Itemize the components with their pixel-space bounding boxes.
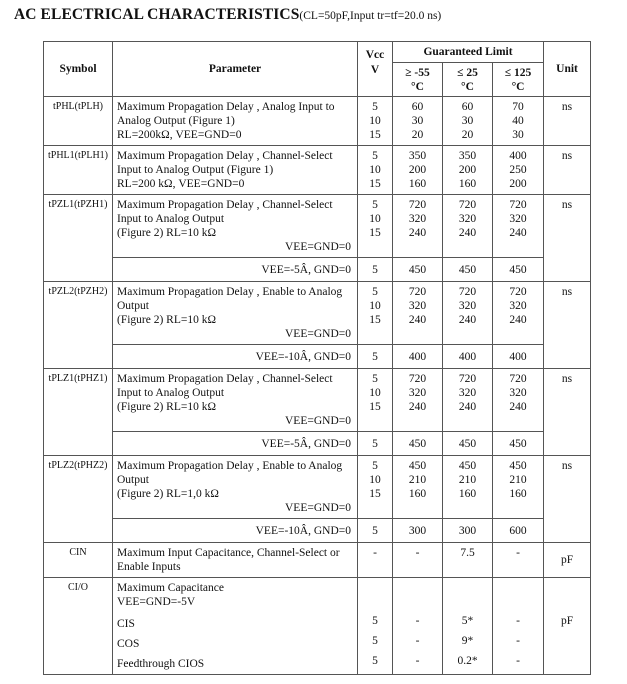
value: 240 [458,314,477,326]
value-cell [358,97,393,146]
value-cell [393,195,443,258]
value: 10 [369,213,381,225]
value: 250 [509,164,527,176]
parameter-line: Maximum Propagation Delay , Channel-Select [117,150,333,162]
value: 160 [458,488,477,500]
value-cell [443,282,493,345]
value: 240 [408,314,427,326]
header-symbol: Symbol [44,42,113,97]
unit-cell: ns [544,97,591,146]
cos-label: COS [117,638,140,650]
value-cell [393,456,443,519]
value: 10 [369,115,381,127]
parameter-cell [113,369,358,432]
table-row [44,97,591,146]
value: 450 [458,460,477,472]
value: 5* [461,615,474,627]
value: - [415,655,420,667]
value-cell [358,195,393,258]
parameter-line: (Figure 2) RL=1,0 kΩ [117,488,219,500]
value: 160 [408,488,427,500]
value: 160 [408,178,427,190]
value-cell [493,195,544,258]
value: 5 [372,199,378,211]
unit-cell: pF [544,543,591,578]
value: 200 [458,164,477,176]
value-cell: 400 [443,345,493,369]
header-vcc-unit: V [358,63,393,97]
value: 400 [509,150,527,162]
value: 320 [458,213,477,225]
value: 15 [369,227,381,239]
value: 720 [509,199,527,211]
value-cell: 450 [393,432,443,456]
value: 5 [372,635,378,647]
value-cell [493,369,544,432]
value-cell: 450 [443,258,493,282]
value-cell: - [393,543,443,578]
symbol-cell: tPHL1(tPLH1) [44,146,113,195]
value-cell: 5 [358,432,393,456]
value: 210 [458,474,477,486]
value: 20 [411,129,424,141]
value-cell [393,146,443,195]
unit-cell: ns [544,456,591,543]
value-cell [443,195,493,258]
value: - [516,655,520,667]
symbol-cell: CI/O [44,578,113,675]
value: 30 [461,115,474,127]
value-cell: 7.5 [443,543,493,578]
value-cell [393,369,443,432]
title-main: AC ELECTRICAL CHARACTERISTICS [14,6,300,23]
parameter-line: Maximum Propagation Delay , Enable to Analog [117,460,343,472]
value: 720 [408,373,427,385]
condition-cell: VEE=-5Â, GND=0 [113,258,358,282]
value: 160 [458,178,477,190]
value: 15 [369,314,381,326]
condition-line: VEE=GND=0 [285,241,351,253]
parameter-line: Output [117,300,149,312]
table-subrow [44,258,591,282]
table-row [44,369,591,432]
condition-line: VEE=GND=0 [285,328,351,340]
parameter-line: Maximum Input Capacitance, Channel-Select or [117,547,340,559]
value: 210 [408,474,427,486]
parameter-line: Output [117,474,149,486]
value: 40 [512,115,524,127]
table-subrow [44,345,591,369]
value: 20 [461,129,474,141]
value: 30 [512,129,524,141]
value-cell [358,456,393,519]
value: 450 [408,460,427,472]
value: 10 [369,164,381,176]
value-cell [443,578,493,675]
parameter-line: RL=200 kΩ, VEE=GND=0 [117,178,245,190]
symbol-cell: tPZL1(tPZH1) [44,195,113,282]
value: 320 [509,300,527,312]
value: 15 [369,488,381,500]
parameter-line: VEE=GND=-5V [117,596,196,608]
value: 320 [509,213,527,225]
parameter-line: (Figure 2) RL=10 kΩ [117,227,217,239]
value-cell: 300 [443,519,493,543]
value: 15 [369,129,381,141]
parameter-line: Maximum Capacitance [117,582,224,594]
value: 10 [369,387,381,399]
parameter-cell [113,146,358,195]
value: 30 [411,115,424,127]
value: 320 [408,387,427,399]
symbol-cell: tPZL2(tPZH2) [44,282,113,369]
parameter-cell [113,456,358,519]
table-row [44,146,591,195]
symbol-cell: tPLZ1(tPHZ1) [44,369,113,456]
header-guaranteed-limit: Guaranteed Limit [393,42,544,63]
value-cell: 5 [358,519,393,543]
value: 0.2* [457,655,478,667]
header-unit: Unit [544,42,591,97]
value-cell: 5 [358,258,393,282]
value: 240 [509,314,527,326]
value: 720 [509,373,527,385]
value: 240 [509,227,527,239]
value-cell [493,282,544,345]
value-cell: 450 [493,258,544,282]
value-cell [358,369,393,432]
condition-cell: VEE=-10Â, GND=0 [113,345,358,369]
value: 200 [408,164,427,176]
ac-characteristics-table [43,41,591,675]
parameter-line: (Figure 2) RL=10 kΩ [117,401,217,413]
header-vcc: Vcc [358,42,393,63]
value-cell: 450 [393,258,443,282]
parameter-cell [113,97,358,146]
table-row [44,282,591,345]
value: 10 [369,474,381,486]
value-cell [393,578,443,675]
value-cell [493,578,544,675]
header-temp-2: ≤ 25 °C [443,63,493,97]
parameter-line: Input to Analog Output [117,213,225,225]
value-cell: 450 [443,432,493,456]
symbol-cell: tPLZ2(tPHZ2) [44,456,113,543]
condition-cell: VEE=-10Â, GND=0 [113,519,358,543]
parameter-cell [113,195,358,258]
condition-cell: VEE=-5Â, GND=0 [113,432,358,456]
value-cell [493,97,544,146]
header-temp-1: ≥ -55 °C [393,63,443,97]
parameter-cell [113,543,358,578]
value: 240 [408,227,427,239]
parameter-line: Enable Inputs [117,561,181,573]
value-cell [358,578,393,675]
value: 5 [372,373,378,385]
value: - [516,615,520,627]
symbol-cell: tPHL(tPLH) [44,97,113,146]
value-cell: - [358,543,393,578]
value: 720 [509,286,527,298]
value-cell [443,97,493,146]
parameter-line: Analog Output (Figure 1) [117,115,235,127]
value: 5 [372,101,378,113]
value: 720 [408,286,427,298]
value-cell [358,146,393,195]
unit-cell: ns [544,195,591,282]
parameter-line: RL=200kΩ, VEE=GND=0 [117,129,242,141]
parameter-line: Input to Analog Output (Figure 1) [117,164,274,176]
parameter-cell [113,282,358,345]
value: - [415,615,420,627]
header-parameter: Parameter [113,42,358,97]
value-cell [358,282,393,345]
value: 240 [458,227,477,239]
value-cell [393,282,443,345]
value-cell: 600 [493,519,544,543]
unit-cell: ns [544,369,591,456]
value: 320 [509,387,527,399]
value: 5 [372,655,378,667]
page-title [14,6,441,24]
table-row-cio [44,578,591,675]
value-cell [443,456,493,519]
value: 240 [408,401,427,413]
value-cell [393,97,443,146]
value: - [415,635,420,647]
table-row [44,195,591,258]
table-subrow [44,432,591,456]
parameter-line: Input to Analog Output [117,387,225,399]
value: 320 [408,300,427,312]
header-temp-3: ≤ 125 °C [493,63,544,97]
value: 5 [372,286,378,298]
parameter-line: Maximum Propagation Delay , Enable to Analog [117,286,343,298]
value: 720 [408,199,427,211]
value-cell [443,369,493,432]
unit-cell: ns [544,146,591,195]
condition-line: VEE=GND=0 [285,502,351,514]
value: 320 [458,387,477,399]
value: 210 [509,474,527,486]
table-row [44,456,591,519]
parameter-line: Maximum Propagation Delay , Channel-Select [117,199,333,211]
value: 320 [458,300,477,312]
parameter-line: Maximum Propagation Delay , Channel-Select [117,373,333,385]
value: 5 [372,615,378,627]
value-cell: 300 [393,519,443,543]
value-cell: 400 [393,345,443,369]
value: 450 [509,460,527,472]
table-subrow [44,519,591,543]
value: 9* [461,635,474,647]
value: 60 [461,101,474,113]
value: - [516,635,520,647]
value: 5 [372,150,378,162]
value: 15 [369,178,381,190]
value-cell [493,456,544,519]
value-cell: - [493,543,544,578]
unit-cell: pF [544,578,591,675]
value: 15 [369,401,381,413]
condition-line: VEE=GND=0 [285,415,351,427]
value: 5 [372,460,378,472]
parameter-line: Maximum Propagation Delay , Analog Input to [117,101,335,113]
value: 350 [458,150,477,162]
value-cell: 450 [493,432,544,456]
value: 240 [509,401,527,413]
title-conditions: (CL=50pF,Input tr=tf=20.0 ns) [299,10,442,22]
value-cell: 5 [358,345,393,369]
table-row-cin [44,543,591,578]
cis-label: CIS [117,618,135,630]
parameter-line: (Figure 2) RL=10 kΩ [117,314,217,326]
parameter-cell [113,578,358,675]
value: 200 [509,178,527,190]
value-cell [443,146,493,195]
symbol-cell: CIN [44,543,113,578]
unit-cell: ns [544,282,591,369]
value: 720 [458,199,477,211]
value: 350 [408,150,427,162]
value: 10 [369,300,381,312]
value: 320 [408,213,427,225]
value: 60 [411,101,424,113]
value: 240 [458,401,477,413]
value: 160 [509,488,527,500]
value: 720 [458,373,477,385]
value-cell: 400 [493,345,544,369]
value-cell [493,146,544,195]
cios-label: Feedthrough CIOS [117,658,205,670]
value: 70 [512,101,524,113]
value: 720 [458,286,477,298]
